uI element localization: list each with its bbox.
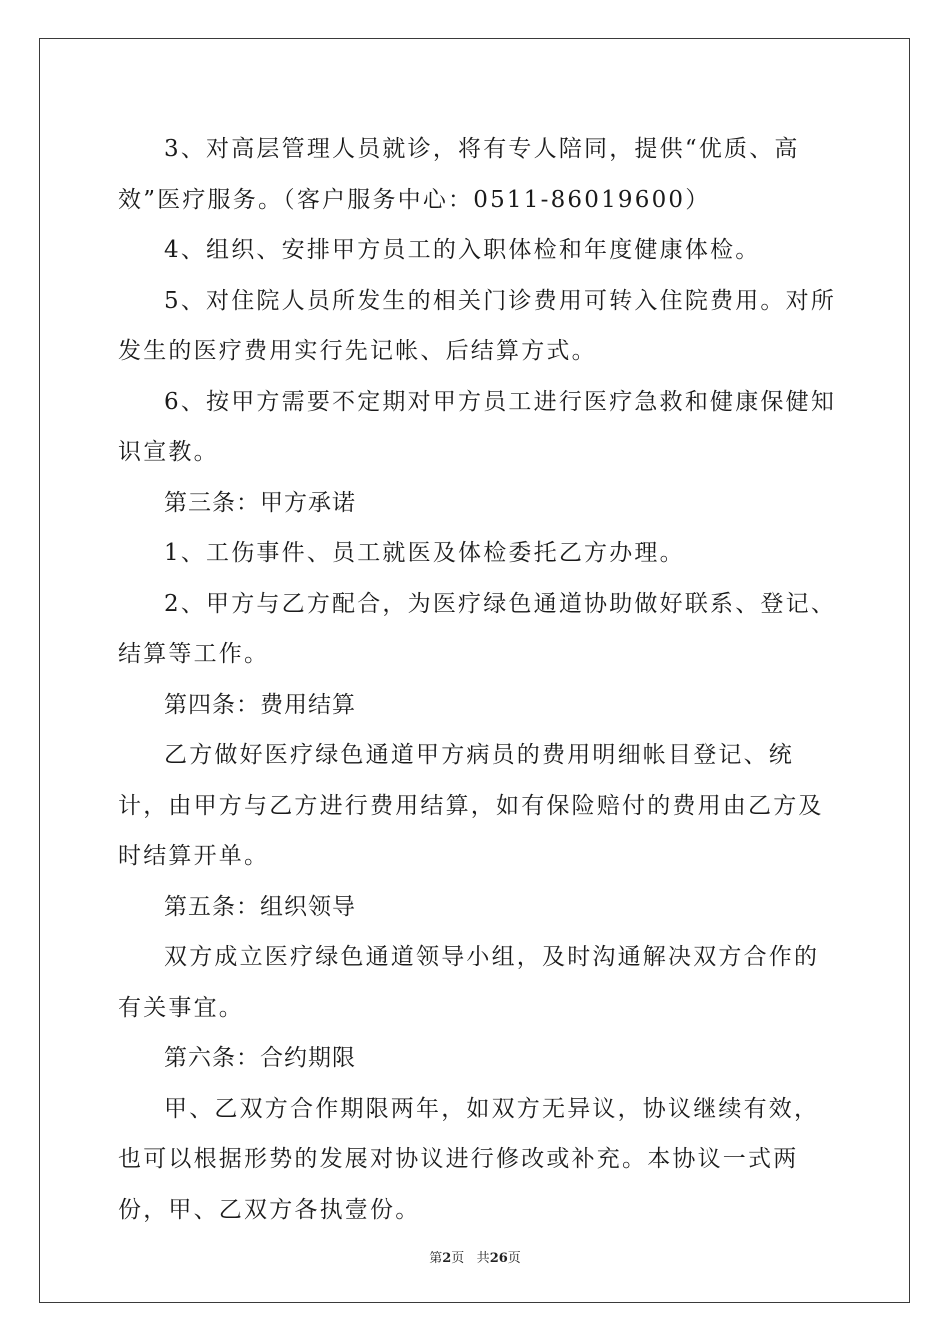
page-total-number: 26 xyxy=(489,1251,508,1266)
paragraph-item-3: 3、对高层管理人员就诊，将有专人陪同，提供“优质、高效”医疗服务。（客户服务中心：0511-86019600） xyxy=(118,136,800,213)
total-prefix: 共 xyxy=(476,1251,490,1266)
paragraph-item-6: 6、按甲方需要不定期对甲方员工进行医疗急救和健康保健知识宣教。 xyxy=(118,388,837,465)
paragraph-article-6: 甲、乙双方合作期限两年，如双方无异议，协议继续有效，也可以根据形势的发展对协议进行修改或补充。本协议一式两份，甲、乙双方各执壹份。 xyxy=(118,1095,820,1223)
document-body xyxy=(118,124,838,1235)
section-heading-article-3: 第三条：甲方承诺 xyxy=(164,489,356,516)
section-heading-article-4: 第四条：费用结算 xyxy=(164,691,356,718)
paragraph-article-3-item-1: 1、工伤事件、员工就医及体检委托乙方办理。 xyxy=(164,540,685,566)
section-heading-article-5: 第五条：组织领导 xyxy=(164,893,356,920)
paragraph-article-5: 双方成立医疗绿色通道领导小组，及时沟通解决双方合作的有关事宜。 xyxy=(118,944,820,1021)
paragraph-item-4: 4、组织、安排甲方员工的入职体检和年度健康体检。 xyxy=(164,237,761,263)
page-prefix: 第 xyxy=(429,1251,443,1266)
paragraph-article-3-item-2: 2、甲方与乙方配合，为医疗绿色通道协助做好联系、登记、结算等工作。 xyxy=(118,590,837,667)
page-footer xyxy=(0,1247,950,1266)
paragraph-item-5: 5、对住院人员所发生的相关门诊费用可转入住院费用。对所发生的医疗费用实行先记帐、后结算方式。 xyxy=(118,287,837,364)
total-suffix: 页 xyxy=(507,1251,521,1266)
page-suffix: 页 xyxy=(451,1251,465,1266)
page-current-number: 2 xyxy=(442,1251,452,1266)
paragraph-article-4: 乙方做好医疗绿色通道甲方病员的费用明细帐目登记、统计，由甲方与乙方进行费用结算，如有保险赔付的费用由乙方及时结算开单。 xyxy=(118,742,824,869)
section-heading-article-6: 第六条：合约期限 xyxy=(164,1045,356,1071)
